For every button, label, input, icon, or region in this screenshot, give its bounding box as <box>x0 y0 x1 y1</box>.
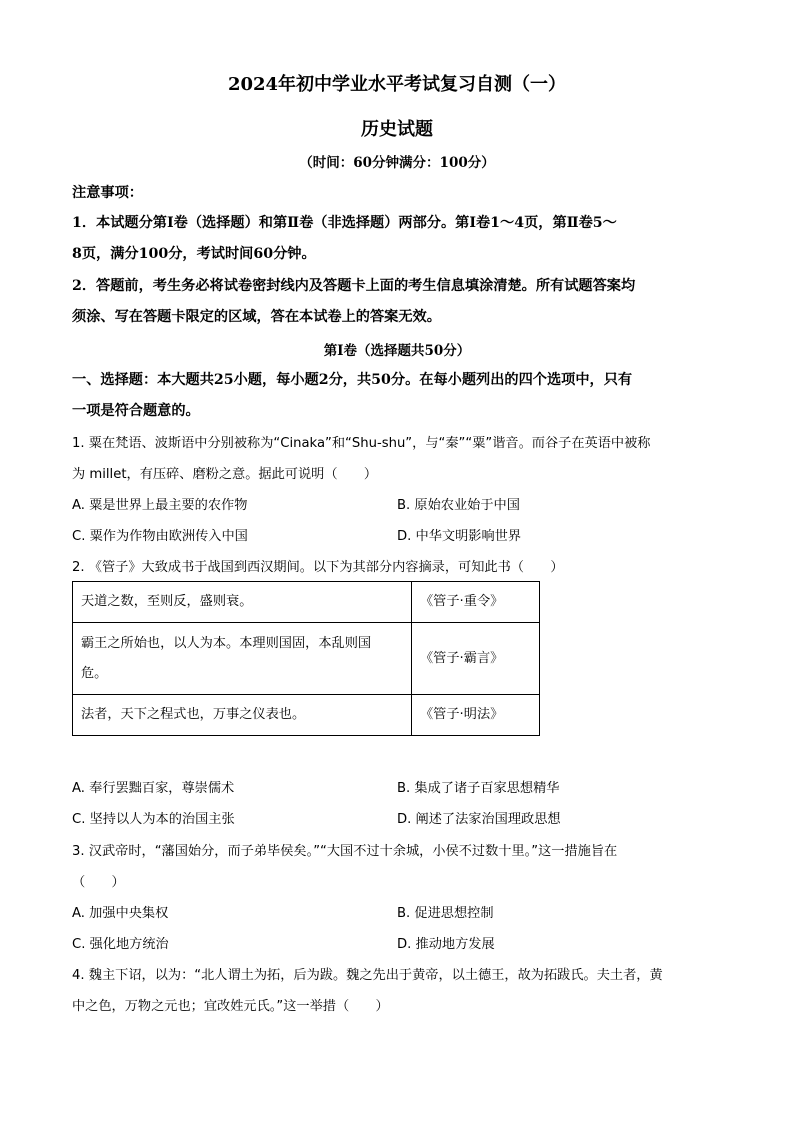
question-3-option-a: A. 加强中央集权 <box>72 906 169 921</box>
table-row <box>73 582 540 623</box>
section-instruction-line-2: 一项是符合题意的。 <box>72 403 200 419</box>
table-cell-quote <box>73 623 412 695</box>
question-3-line-1: 3. 汉武帝时，“藩国始分，而子弟毕侯矣。”“大国不过十余城，小侯不过数十里。”这一措施旨在 <box>72 844 618 859</box>
subject-title: 历史试题 <box>361 119 433 140</box>
table-cell-source: 《管子·重令》 <box>412 582 540 623</box>
exam-title: 2024年初中学业水平考试复习自测（一） <box>227 74 567 95</box>
table-cell-source: 《管子·明法》 <box>412 695 540 736</box>
table-cell-quote-line-1: 霸王之所始也，以人为本。本理则国固，本乱则国 <box>81 635 372 651</box>
table-row <box>73 695 540 736</box>
question-3-option-c: C. 强化地方统治 <box>72 937 169 952</box>
question-1-line-2: 为 millet，有压碎、磨粉之意。据此可说明（ ） <box>72 467 378 482</box>
table-cell-quote: 法者，天下之程式也，万事之仪表也。 <box>73 695 412 736</box>
question-2-stem: 2. 《管子》大致成书于战国到西汉期间。以下为其部分内容摘录，可知此书（ ） <box>72 560 564 575</box>
table-cell-quote-line-2: 危。 <box>81 665 108 681</box>
notes-item-1-line-1: 1．本试题分第Ⅰ卷（选择题）和第Ⅱ卷（非选择题）两部分。第Ⅰ卷1～4页，第Ⅱ卷5～ <box>72 215 617 231</box>
question-3-option-b: B. 促进思想控制 <box>397 906 494 921</box>
time-info: （时间：60分钟满分：100分） <box>299 155 495 171</box>
question-3-option-d: D. 推动地方发展 <box>397 937 495 952</box>
question-1-option-c: C. 粟作为作物由欧洲传入中国 <box>72 529 248 544</box>
notes-item-2-line-1: 2．答题前，考生务必将试卷密封线内及答题卡上面的考生信息填涂清楚。所有试题答案均 <box>72 278 636 294</box>
section-title: 第Ⅰ卷（选择题共50分） <box>323 343 471 359</box>
question-2-option-c: C. 坚持以人为本的治国主张 <box>72 812 235 827</box>
question-4-line-1: 4. 魏主下诏，以为：“北人谓土为拓，后为跋。魏之先出于黄帝，以土德王，故为拓跋氏。夫土者，黄 <box>72 968 663 983</box>
notes-item-2-line-2: 须涂、写在答题卡限定的区域，答在本试卷上的答案无效。 <box>72 309 441 325</box>
question-3-line-2: （ ） <box>72 875 125 890</box>
source-table <box>72 581 540 736</box>
table-row <box>73 623 540 695</box>
question-1-option-a: A. 粟是世界上最主要的农作物 <box>72 498 248 513</box>
question-4-line-2: 中之色，万物之元也；宜改姓元氏。”这一举措（ ） <box>72 999 389 1014</box>
table-cell-source: 《管子·霸言》 <box>412 623 540 695</box>
notes-heading: 注意事项： <box>72 185 143 201</box>
question-1-option-b: B. 原始农业始于中国 <box>397 498 520 513</box>
question-2-option-d: D. 阐述了法家治国理政思想 <box>397 812 561 827</box>
question-1-option-d: D. 中华文明影响世界 <box>397 529 522 544</box>
question-2-option-b: B. 集成了诸子百家思想精华 <box>397 781 560 796</box>
question-2-option-a: A. 奉行罢黜百家，尊崇儒术 <box>72 781 235 796</box>
table-cell-quote: 天道之数，至则反，盛则衰。 <box>73 582 412 623</box>
section-instruction-line-1: 一、选择题：本大题共25小题，每小题2分，共50分。在每小题列出的四个选项中，只有 <box>72 372 633 388</box>
notes-item-1-line-2: 8页，满分100分，考试时间60分钟。 <box>72 246 316 262</box>
question-1-line-1: 1. 粟在梵语、波斯语中分别被称为“Cinaka”和“Shu-shu”，与“秦”“粟”谐音。而谷子在英语中被称 <box>72 436 651 451</box>
